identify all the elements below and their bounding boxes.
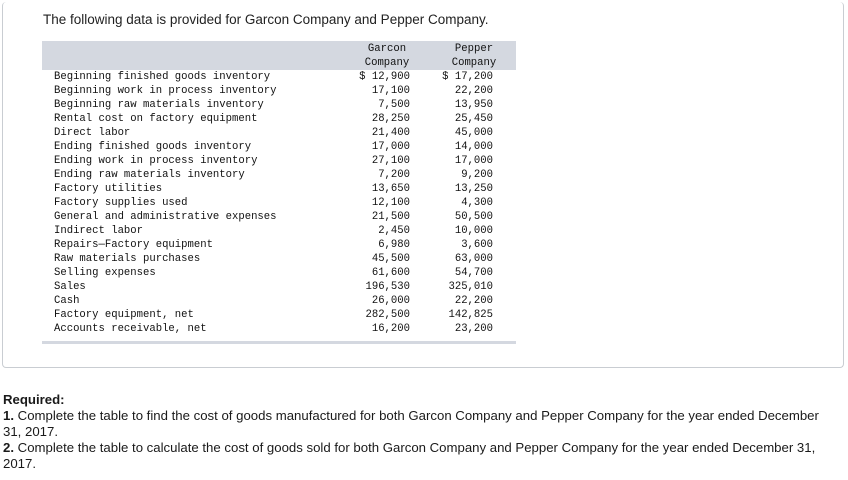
table-row — [42, 112, 516, 126]
header-garcon — [342, 41, 432, 70]
table-row — [42, 140, 516, 154]
garcon-value: 7,500 — [378, 99, 410, 111]
pepper-value: 14,000 — [454, 141, 493, 153]
table-bottom-rule — [42, 341, 516, 344]
table-row — [42, 294, 516, 308]
table-row — [42, 84, 516, 98]
row-label: General and administrative expenses — [54, 211, 277, 223]
pepper-value: 13,250 — [454, 183, 493, 195]
garcon-value: 27,100 — [371, 155, 410, 167]
row-label: Beginning raw materials inventory — [54, 99, 264, 111]
row-label: Cash — [54, 295, 80, 307]
table-row — [42, 126, 516, 140]
row-label: Factory utilities — [54, 183, 163, 195]
requirement-1-number: 1. — [3, 408, 14, 423]
requirement-1 — [3, 408, 833, 440]
row-label: Sales — [54, 281, 86, 293]
requirement-2 — [3, 440, 833, 472]
required-section — [3, 392, 833, 472]
row-label: Repairs—Factory equipment — [54, 239, 213, 251]
garcon-value: 21,500 — [371, 211, 410, 223]
garcon-value: 2,450 — [378, 225, 410, 237]
table-body — [42, 70, 516, 344]
table-row — [42, 238, 516, 252]
requirement-2-text: Complete the table to calculate the cost of goods sold for both Garcon Company and Pepper Company for the year ended December 31, 2017. — [3, 440, 816, 471]
pepper-value: 50,500 — [454, 211, 493, 223]
row-label: Beginning finished goods inventory — [54, 71, 271, 83]
requirement-2-number: 2. — [3, 440, 14, 455]
row-label: Factory supplies used — [54, 197, 188, 209]
pepper-value: 25,450 — [454, 113, 493, 125]
table-row — [42, 70, 516, 84]
pepper-value: 10,000 — [454, 225, 493, 237]
pepper-value: 9,200 — [461, 169, 493, 181]
row-label: Beginning work in process inventory — [54, 85, 277, 97]
garcon-value: 17,000 — [371, 141, 410, 153]
pepper-value: 22,200 — [454, 85, 493, 97]
cost-data-table — [42, 41, 516, 344]
table-row — [42, 98, 516, 112]
garcon-value: 26,000 — [371, 295, 410, 307]
row-label: Rental cost on factory equipment — [54, 113, 258, 125]
garcon-value: 61,600 — [371, 267, 410, 279]
pepper-value: 45,000 — [454, 127, 493, 139]
garcon-value: 282,500 — [365, 309, 410, 321]
table-row — [42, 210, 516, 224]
garcon-value: 17,100 — [371, 85, 410, 97]
garcon-value: 28,250 — [371, 113, 410, 125]
header-pepper — [432, 41, 516, 70]
pepper-value: 3,600 — [461, 239, 493, 251]
pepper-value: 22,200 — [454, 295, 493, 307]
garcon-value: 13,650 — [371, 183, 410, 195]
table-row — [42, 308, 516, 322]
header-garcon-line2: Company — [364, 57, 410, 69]
table-row — [42, 182, 516, 196]
requirement-1-text: Complete the table to find the cost of goods manufactured for both Garcon Company and Pepper Company for the year ended December 31, 2017. — [3, 408, 819, 439]
row-label: Factory equipment, net — [54, 309, 194, 321]
garcon-value: 12,100 — [371, 197, 410, 209]
table-row — [42, 224, 516, 238]
intro-text: The following data is provided for Garcon Company and Pepper Company. — [43, 12, 489, 27]
garcon-value: $ 12,900 — [359, 71, 410, 83]
table-row — [42, 196, 516, 210]
row-label: Raw materials purchases — [54, 253, 201, 265]
header-pepper-line2: Company — [451, 57, 497, 69]
pepper-value: 23,200 — [454, 323, 493, 335]
header-pepper-line1: Pepper — [454, 43, 494, 55]
garcon-value: 7,200 — [378, 169, 410, 181]
required-heading: Required: — [3, 392, 65, 407]
pepper-value: 325,010 — [448, 281, 493, 293]
garcon-value: 45,500 — [371, 253, 410, 265]
table-row — [42, 280, 516, 294]
row-label: Accounts receivable, net — [54, 323, 207, 335]
table-row — [42, 154, 516, 168]
table-row — [42, 266, 516, 280]
pepper-value: 13,950 — [454, 99, 493, 111]
row-label: Ending work in process inventory — [54, 155, 258, 167]
garcon-value: 21,400 — [371, 127, 410, 139]
pepper-value: 63,000 — [454, 253, 493, 265]
garcon-value: 196,530 — [365, 281, 410, 293]
pepper-value: 4,300 — [461, 197, 493, 209]
pepper-value: 54,700 — [454, 267, 493, 279]
header-garcon-line1: Garcon — [367, 43, 407, 55]
row-label: Indirect labor — [54, 225, 144, 237]
row-label: Ending finished goods inventory — [54, 141, 252, 153]
header-label — [42, 41, 342, 70]
pepper-value: $ 17,200 — [442, 71, 493, 83]
row-label: Direct labor — [54, 127, 131, 139]
garcon-value: 6,980 — [378, 239, 410, 251]
table-row — [42, 168, 516, 182]
garcon-value: 16,200 — [371, 323, 410, 335]
table-row — [42, 252, 516, 266]
table-header-row — [42, 41, 516, 70]
row-label: Selling expenses — [54, 267, 156, 279]
row-label: Ending raw materials inventory — [54, 169, 245, 181]
pepper-value: 17,000 — [454, 155, 493, 167]
pepper-value: 142,825 — [448, 309, 493, 321]
